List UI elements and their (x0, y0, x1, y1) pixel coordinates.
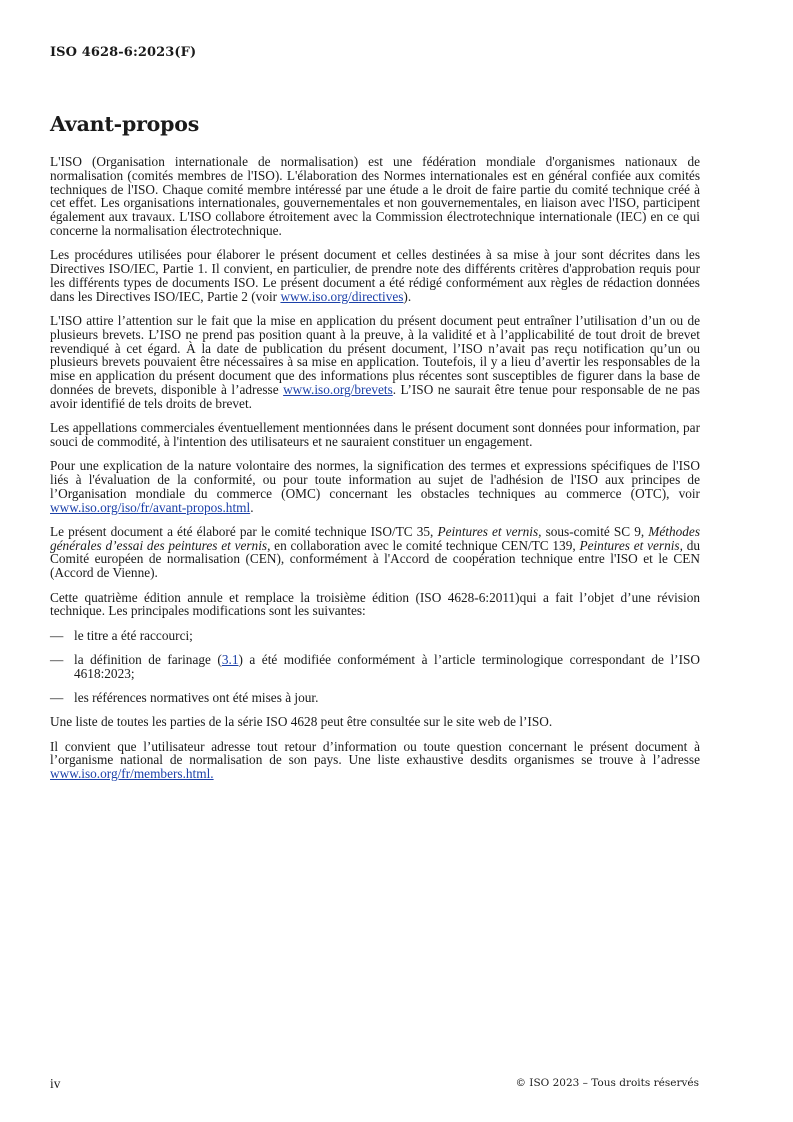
paragraph-feedback: Il convient que l’utilisateur adresse tout retour d’information ou toute question concernant le présent document à l’organisme national de normalisation de son pays. Une liste exhaustive desdits organismes se trouve à l’adresse www.iso.org/fr/members.html. (50, 738, 700, 782)
document-code: ISO 4628-6:2023(F) (50, 45, 197, 60)
clause-3-1-link[interactable]: 3.1 (221, 651, 239, 667)
patents-link[interactable]: www.iso.org/brevets (283, 381, 393, 397)
dash-marker: — (50, 690, 64, 705)
paragraph-edition: Cette quatrième édition annule et remplace la troisième édition (ISO 4628-6:2011)qui a fait l’objet d’une révision technique. Les principales modifications sont les suivantes: (50, 589, 700, 619)
list-item: — les références normatives ont été mises à jour. (50, 690, 319, 705)
paragraph-voluntary-nature: Pour une explication de la nature volontaire des normes, la signification des termes et expressions spécifiques de l'ISO liés à l'évaluation de la conformité, ou pour toute information au sujet de l'adhésion de l'ISO aux principes de l’Organisation mondiale du commerce (OMC) concernant les obstacles techniques au commerce (OTC), voir www.iso.org/iso/fr/avant-propos.html. (50, 458, 700, 515)
foreword-link[interactable]: www.iso.org/iso/fr/avant-propos.html (50, 499, 251, 515)
paragraph-procedures: Les procédures utilisées pour élaborer le présent document et celles destinées à sa mise à jour sont décrites dans les Directives ISO/IEC, Partie 1. Il convient, en particulier, de prendre note des différents critères d'approbation requis pour les différents types de documents ISO. Le présent document a été rédigé conformément aux règles de rédaction données dans les Directives ISO/IEC, Partie 2 (voir www.iso.org/directives). (50, 247, 700, 304)
paragraph-iso-intro: L'ISO (Organisation internationale de normalisation) est une fédération mondiale d'organismes nationaux de normalisation (comités membres de l'ISO). L'élaboration des Normes internationales est en général confiée aux comités techniques de l'ISO. Chaque comité membre intéressé par une étude a le droit de faire partie du comité technique créé à cet effet. Les organisations internationales, gouvernementales et non gouvernementales, en liaison avec l'ISO, participent également aux travaux. L'ISO collabore étroitement avec la Commission électrotechnique internationale (IEC) en ce qui concerne la normalisation électrotechnique. (50, 154, 700, 238)
paragraph-trade-names: Les appellations commerciales éventuellement mentionnées dans le présent document sont données pour information, par souci de commodité, à l'intention des utilisateurs et ne sauraient constituer un engagement. (50, 420, 700, 449)
page-title: Avant-propos (50, 112, 200, 136)
members-link[interactable]: www.iso.org/fr/members.html. (50, 766, 214, 782)
paragraph-series-list: Une liste de toutes les parties de la série ISO 4628 peut être consultée sur le site web de l’ISO. (50, 714, 553, 730)
paragraph-patents: L'ISO attire l’attention sur le fait que la mise en application du présent document peut entraîner l’utilisation d’un ou de plusieurs brevets. L’ISO ne prend pas position quant à la preuve, à la validité et à l’applicabilité de tout droit de brevet revendiqué à cet égard. À la date de publication du présent document, l’ISO n’avait pas reçu notification qu’un ou plusieurs brevets pouvaient être nécessaires à sa mise en application. Toutefois, il y a lieu d’avertir les responsables de la mise en application du présent document que des informations plus récentes sont susceptibles de figurer dans la base de données de brevets, disponible à l’adresse www.iso.org/brevets. L’ISO ne saurait être tenue pour responsable de ne pas avoir identifié de tels droits de brevet. (50, 312, 700, 411)
page-number: iv (50, 1076, 61, 1091)
dash-marker: — (50, 651, 64, 667)
dash-marker: — (50, 627, 64, 643)
foreword-body (50, 155, 700, 791)
paragraph-committee: Le présent document a été élaboré par le comité technique ISO/TC 35, Peintures et vernis, sous-comité SC 9, Méthodes générales d’essai des peintures et vernis, en collaboration avec le comité technique CEN/TC 139, Peintures et vernis, du Comité européen de normalisation (CEN), conformément à l'Accord de coopération technique entre l'ISO et le CEN (Accord de Vienne). (50, 523, 700, 581)
list-item: — le titre a été raccourci; (50, 627, 193, 643)
list-item: — la définition de farinage (3.1) a été modifiée conformément à l’article terminologique correspondant de l’ISO 4618:2023; (50, 651, 700, 681)
copyright-notice: © ISO 2023 – Tous droits réservés (515, 1077, 699, 1089)
directives-link[interactable]: www.iso.org/directives (280, 288, 404, 304)
